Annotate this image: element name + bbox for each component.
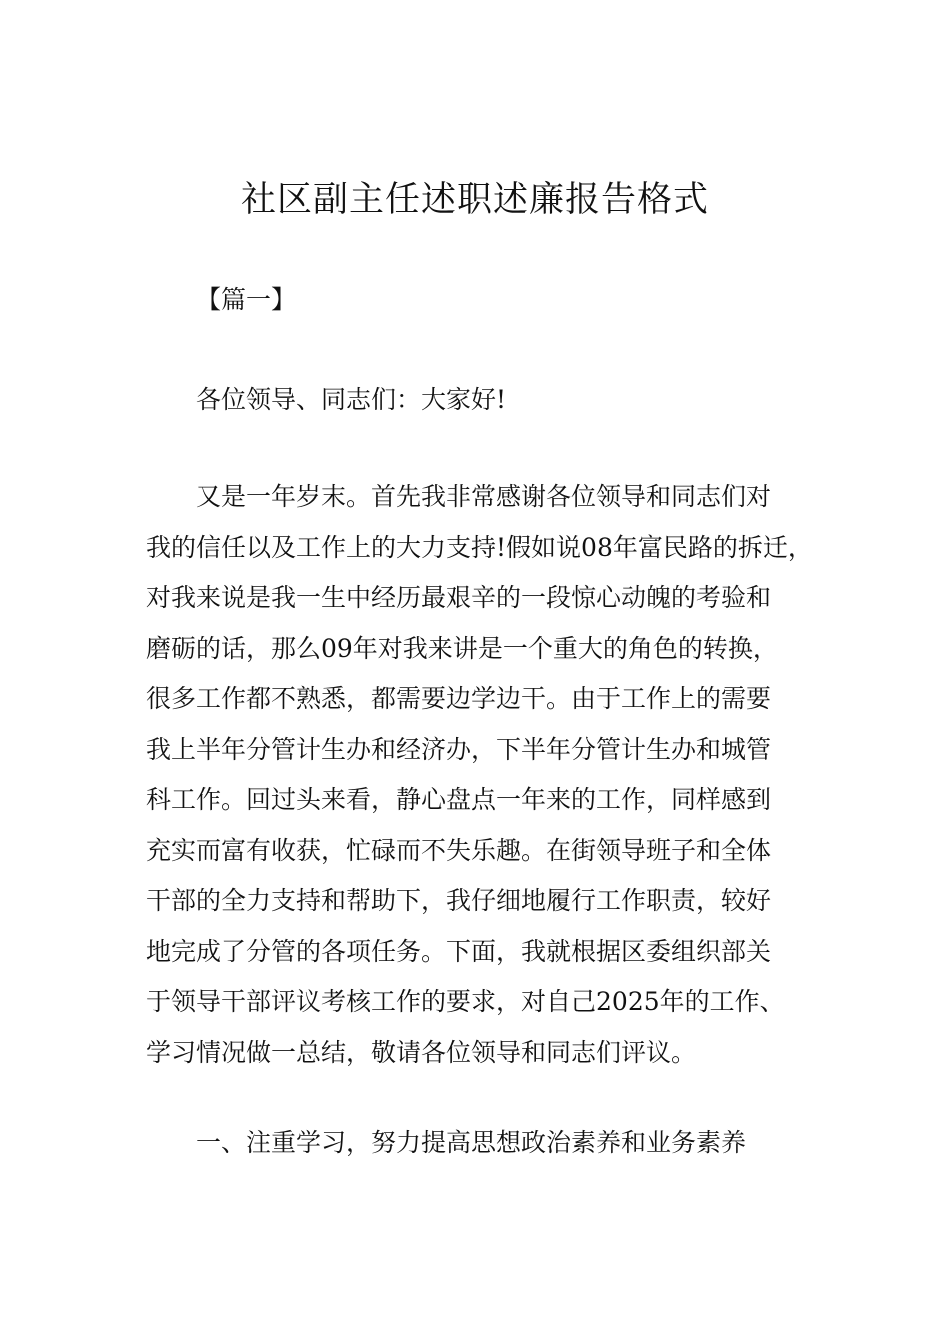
- paragraph-line: 我的信任以及工作上的大力支持!假如说08年富民路的拆迁，: [146, 532, 813, 562]
- paragraph-line: 充实而富有收获，忙碌而不失乐趣。在街领导班子和全体: [146, 835, 772, 865]
- section-heading: 一、注重学习，努力提高思想政治素养和业务素养: [196, 1128, 747, 1157]
- paragraph-line: 干部的全力支持和帮助下，我仔细地履行工作职责，较好: [146, 886, 772, 915]
- paragraph-line: 磨砺的话，那么09年对我来讲是一个重大的角色的转换，: [146, 633, 778, 663]
- paragraph-line: 很多工作都不熟悉，都需要边学边干。由于工作上的需要: [146, 684, 772, 713]
- paragraph-line: 科工作。回过头来看，静心盘点一年来的工作，同样感到: [146, 785, 772, 814]
- paragraph-line: 对我来说是我一生中经历最艰辛的一段惊心动魄的考验和: [146, 583, 772, 612]
- greeting-line: 各位领导、同志们：大家好!: [196, 385, 507, 414]
- section-tag: 【篇一】: [196, 285, 297, 314]
- paragraph-line: 地完成了分管的各项任务。下面，我就根据区委组织部关: [146, 936, 772, 966]
- paragraph-line: 我上半年分管计生办和经济办，下半年分管计生办和城管: [146, 734, 772, 764]
- document-title: 社区副主任述职述廉报告格式: [240, 180, 709, 220]
- paragraph-line: 又是一年岁末。首先我非常感谢各位领导和同志们对: [196, 482, 772, 511]
- paragraph-line: 学习情况做一总结，敬请各位领导和同志们评议。: [146, 1037, 697, 1067]
- body-paragraph: [146, 477, 826, 1083]
- paragraph-line: 于领导干部评议考核工作的要求，对自己2025年的工作、: [146, 987, 785, 1016]
